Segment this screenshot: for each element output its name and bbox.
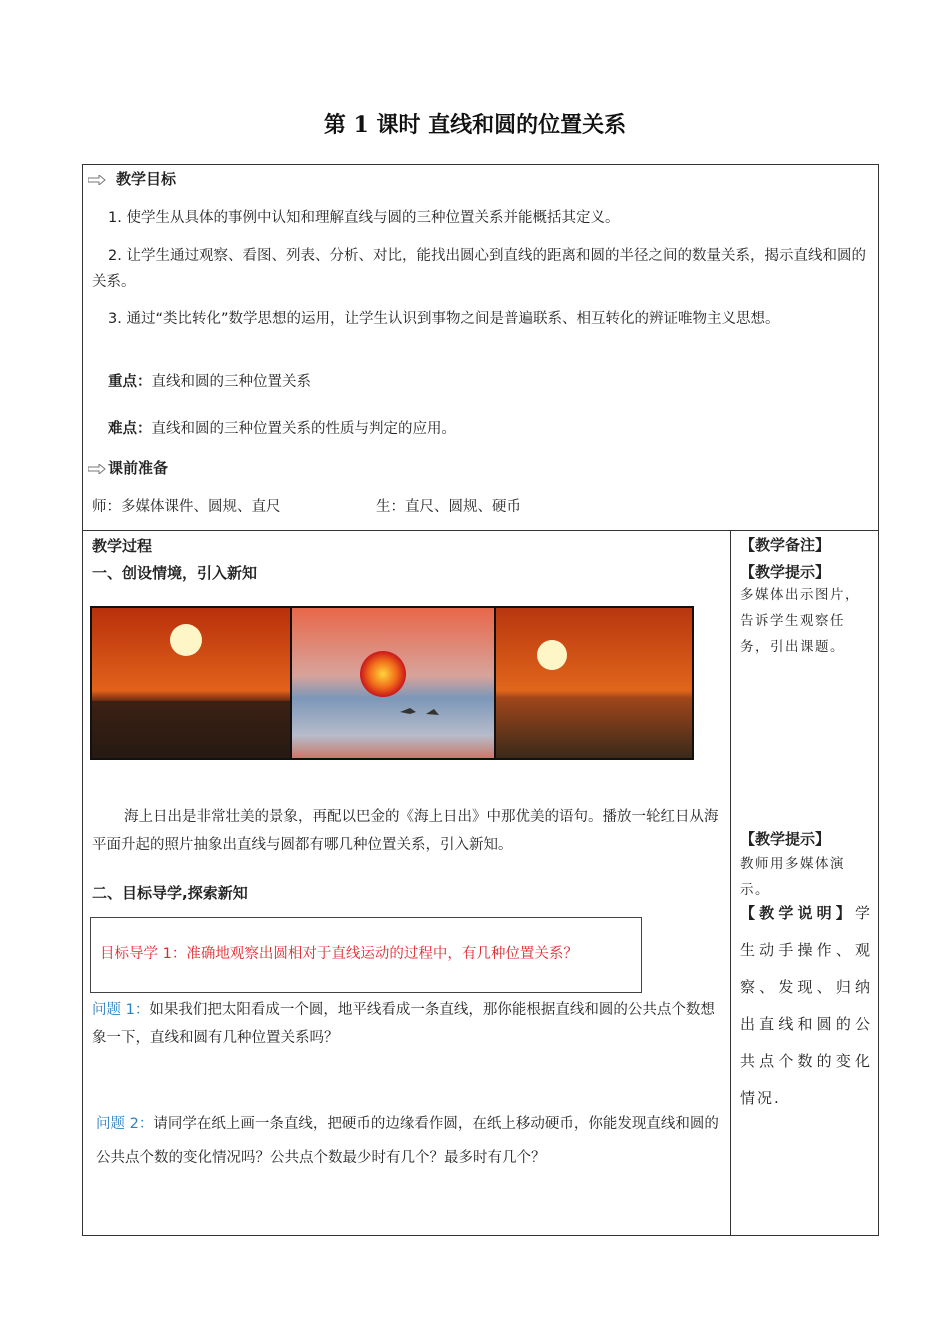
- step-1-heading: 一、创设情境，引入新知: [92, 564, 258, 582]
- teacher-materials: 师：多媒体课件、圆规、直尺: [92, 499, 281, 515]
- arrow-icon: [88, 464, 106, 474]
- difficulty-row: [108, 416, 456, 442]
- key-point-row: [108, 369, 311, 395]
- student-materials: 生：直尺、圆规、硬币: [376, 499, 521, 515]
- question-2: [96, 1107, 724, 1175]
- objective-item-3: 3. 通过“类比转化”数学思想的运用，让学生认识到事物之间是普遍联系、相互转化的辨证唯物主义思想。: [108, 311, 780, 327]
- sunrise-images: [90, 606, 694, 760]
- key-point-text: 直线和圆的三种位置关系: [151, 374, 311, 390]
- question-1: [92, 996, 722, 1052]
- preparation-heading-row: [88, 455, 168, 481]
- explanation: [740, 895, 872, 1117]
- objectives-heading-row: [88, 166, 176, 192]
- explanation-text: 学生动手操作、观察、发现、归纳出直线和圆的公共点个数的变化情况.: [740, 904, 872, 1107]
- objective-item-1: 1. 使学生从具体的事例中认知和理解直线与圆的三种位置关系并能概括其定义。: [108, 210, 620, 226]
- goal-1-text: 目标导学 1：准确地观察出圆相对于直线运动的过程中，有几种位置关系？: [100, 946, 578, 962]
- explanation-heading: 【教学说明】: [740, 904, 855, 922]
- question-2-label: 问题 2：: [96, 1116, 154, 1132]
- tip-1-heading: 【教学提示】: [740, 563, 831, 581]
- objectives-heading: 教学目标: [116, 170, 177, 188]
- key-point-label: 重点：: [108, 374, 152, 390]
- table-divider-horizontal: [82, 530, 879, 531]
- tip-2-heading: 【教学提示】: [740, 830, 831, 848]
- question-1-text: 如果我们把太阳看成一个圆，地平线看成一条直线，那你能根据直线和圆的公共点个数想象一下，直线和圆有几种位置关系吗？: [92, 1002, 715, 1046]
- arrow-icon: [88, 175, 106, 185]
- objective-item-2: 2. 让学生通过观察、看图、列表、分析、对比，能找出圆心到直线的距离和圆的半径之间的数量关系，揭示直线和圆的关系。: [92, 248, 866, 290]
- process-heading: 教学过程: [92, 537, 153, 555]
- question-1-label: 问题 1：: [92, 1002, 150, 1018]
- preparation-heading: 课前准备: [108, 459, 169, 477]
- tip-1-text: 多媒体出示图片，告诉学生观察任务，引出课题。: [740, 587, 860, 655]
- table-divider-vertical: [730, 530, 731, 1236]
- step-2-heading: 二、目标导学,探索新知: [92, 884, 248, 902]
- page-title: 第 1 课时 直线和圆的位置关系: [323, 112, 627, 138]
- question-2-text: 请同学在纸上画一条直线，把硬币的边缘看作圆，在纸上移动硬币，你能发现直线和圆的公共点个数的变化情况吗？公共点个数最少时有几个？最多时有几个？: [96, 1116, 719, 1166]
- difficulty-label: 难点：: [108, 421, 152, 437]
- sunrise-photo-strip: [90, 606, 694, 760]
- step-1-text: 海上日出是非常壮美的景象，再配以巴金的《海上日出》中那优美的语句。播放一轮红日从海平面升起的照片抽象出直线与圆都有哪几种位置关系，引入新知。: [92, 809, 719, 853]
- remarks-heading: 【教学备注】: [740, 536, 831, 554]
- difficulty-text: 直线和圆的三种位置关系的性质与判定的应用。: [151, 421, 456, 437]
- tip-2-text: 教师用多媒体演示。: [740, 856, 845, 898]
